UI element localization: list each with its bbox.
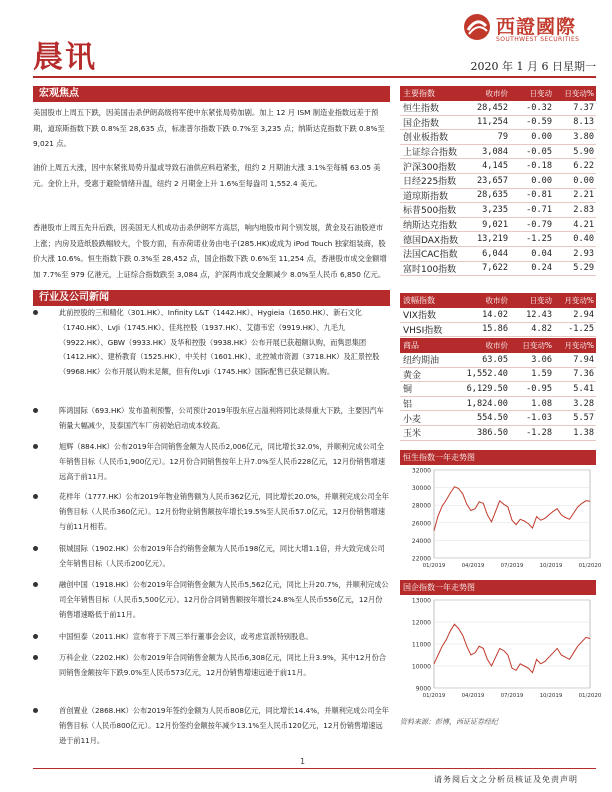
series-line <box>434 624 590 672</box>
bullet-icon <box>33 310 38 315</box>
x-tick-label: 04/2019 <box>461 563 485 569</box>
row-label: 玉米 <box>403 429 422 440</box>
cell-value: 0.04 <box>531 248 552 259</box>
cell-value: 5.41 <box>573 383 594 394</box>
cell-value: 0.40 <box>573 234 594 245</box>
row-label: 创业板指数 <box>403 133 449 144</box>
cell-value: 3.06 <box>531 354 552 365</box>
cell-value: 9,021 <box>482 219 508 230</box>
cell-value: 1,824.00 <box>466 398 508 409</box>
row-label: 德国DAX指数 <box>403 235 459 246</box>
column-header: 日变动% <box>522 341 552 350</box>
row-label: VHSI指数 <box>403 325 443 336</box>
report-title: 晨讯 <box>33 40 97 75</box>
cell-value: 0.24 <box>531 263 552 274</box>
news-section-heading: 行业及公司新闻 <box>33 290 390 306</box>
bullet-icon <box>33 634 38 639</box>
cell-value: 6,044 <box>482 248 508 259</box>
table-row <box>400 247 596 262</box>
cell-value: -1.28 <box>526 427 552 438</box>
cell-value: -1.25 <box>526 234 552 245</box>
cell-value: 7,622 <box>482 263 508 274</box>
x-tick-label: 01/2019 <box>422 693 446 699</box>
cell-value: 3.28 <box>573 398 594 409</box>
report-date: 2020 年 1 月 6 日星期一 <box>470 60 596 73</box>
table-header <box>400 86 596 101</box>
y-tick-label: 30000 <box>411 485 431 493</box>
table-header <box>400 293 596 308</box>
row-label: 上证综合指数 <box>403 148 458 159</box>
cell-value: -0.32 <box>526 102 552 113</box>
table-body <box>400 353 596 441</box>
column-header: 商品 <box>403 341 419 350</box>
column-header: 主要指数 <box>403 89 435 98</box>
cell-value: 3,084 <box>482 146 508 157</box>
commodities-table <box>400 338 596 441</box>
cell-value: 1.38 <box>573 427 594 438</box>
y-tick-label: 28000 <box>411 502 431 510</box>
cell-value: 2.83 <box>573 204 594 215</box>
cell-value: 5.90 <box>573 146 594 157</box>
column-header: 日变动 <box>529 296 552 305</box>
row-label: 纽约期油 <box>403 356 440 367</box>
cell-value: 7.37 <box>573 102 594 113</box>
x-tick-label: 10/2019 <box>539 563 563 569</box>
news-text: 此前控股的三和精化（301.HK）、Infinity L&T（1442.HK）、Hygieia（1650.HK）、新石文化（1740.HK）、LvJi（1745.HK）、佳兆控股（1937.HK）、艾德韦宏（9919.HK）、九毛九（9922.HK）、GBW（9933.HK）及华和控股（9938.HK）公布开展已获超额认购，而隽思集团（1412.HK）、建桥教育（1525.HK）、中关村（1601.HK）、北控城市资源（3718.HK）及汇景控股（9968.HK）公布开展认购未足额，但有传LvJi（1745.HK）国际配售已获足额认购。 <box>59 308 380 377</box>
cell-value: 554.50 <box>476 413 508 424</box>
table-row <box>400 101 596 116</box>
table-row <box>400 382 596 397</box>
cell-value: 7.36 <box>573 369 594 380</box>
plot-frame <box>434 470 590 558</box>
cell-value: 6,129.50 <box>466 383 508 394</box>
cell-value: -1.25 <box>568 324 594 335</box>
source-note: 资料来源：彭博，西证证券经纪 <box>400 718 498 726</box>
y-tick-label: 10000 <box>411 663 431 671</box>
cell-value: -1.03 <box>526 413 552 424</box>
table-row <box>400 145 596 160</box>
column-header: 收市价 <box>485 296 508 305</box>
row-label: 道琼斯指数 <box>403 191 449 202</box>
cell-value: -0.18 <box>526 161 552 172</box>
table-row <box>400 411 596 426</box>
cell-value: 28,635 <box>476 190 508 201</box>
cell-value: 0.00 <box>573 175 594 186</box>
x-tick-label: 10/2019 <box>539 693 563 699</box>
column-header: 日变动% <box>564 89 594 98</box>
cell-value: -0.59 <box>526 117 552 128</box>
macro-paragraph: 美国股市上周五下跌，因美国击杀伊朗高级将军使中东紧张局势加剧。加上 12 月 ISM 制造业指数远差于预期，道琼斯指数下跌 0.8%至 28,635 点，标准普尔指数下跌 0.7%至 3,235 点；纳斯达克指数下跌 0.8%至 9,021 点。 <box>33 108 385 148</box>
y-tick-label: 22000 <box>411 555 431 563</box>
table-row <box>400 116 596 131</box>
cell-value: 2.94 <box>573 309 594 320</box>
cell-value: 23,657 <box>476 175 508 186</box>
news-text: 中国恒泰（2011.HK）宣布将于下周三举行董事会会议，或考虑宣派特别股息。 <box>59 632 313 641</box>
column-header: 收市价 <box>485 89 508 98</box>
cell-value: 5.57 <box>573 413 594 424</box>
chart-title: 恒生指数一年走势图 <box>400 450 596 465</box>
indices-table <box>400 86 596 276</box>
row-label: VIX指数 <box>403 311 436 322</box>
row-label: 黄金 <box>403 370 422 381</box>
y-tick-label: 24000 <box>411 537 431 545</box>
table-row <box>400 130 596 145</box>
column-header: 波幅指数 <box>403 296 435 305</box>
cell-value: 28,452 <box>476 102 508 113</box>
page-number: 1 <box>300 757 306 766</box>
disclaimer-footer: 请务阅后文之分析员核证及免责声明 <box>434 775 578 784</box>
hscei-line-chart <box>400 596 602 704</box>
cell-value: -0.05 <box>526 146 552 157</box>
y-tick-label: 11000 <box>411 641 431 649</box>
table-header <box>400 338 596 353</box>
bullet-icon <box>33 708 38 713</box>
footer-divider <box>33 768 596 769</box>
cell-value: 386.50 <box>476 427 508 438</box>
news-text: 融创中国（1918.HK）公布2019年合同销售金额为人民币5,562亿元，同比上升20.7%，并顺利完成公司全年销售目标（人民币5,500亿元）。12月份合同销售额按年增长24.8%至人民币556亿元，12月份销售增速略低于前11月。 <box>59 580 389 619</box>
row-label: 标普500指数 <box>403 206 457 217</box>
macro-paragraph: 油价上周五大涨，因中东紧张局势升温或导致石油供应料趋紧张，纽约 2 月期油大涨 3.1%至每桶 63.05 美元。金价上升，受惠于避险情绪升温，纽约 2 月期金上升 1.6%至每盎司 1,552.4 美元。 <box>33 163 381 188</box>
news-text: 银城国际（1902.HK）公布2019年合约销售金额为人民币198亿元，同比大增1.1倍，并大致完成公司全年销售目标（人民币200亿元）。 <box>59 544 385 568</box>
cell-value: 3,235 <box>482 204 508 215</box>
news-text: 万科企业（2202.HK）公布2019年合同销售金额为人民币6,308亿元，同比上升3.9%，其中12月份合同销售金额按年下跌9.0%至人民币573亿元，12月份销售增速远逊于前11月。 <box>59 653 386 677</box>
row-label: 法国CAC指数 <box>403 250 458 261</box>
row-label: 富时100指数 <box>403 264 457 275</box>
x-tick-label: 07/2019 <box>500 563 524 569</box>
table-row <box>400 397 596 412</box>
column-header: 收市价 <box>485 341 508 350</box>
table-body <box>400 101 596 276</box>
cell-value: 8.13 <box>573 117 594 128</box>
bullet-icon <box>33 408 38 413</box>
bullet-icon <box>33 582 38 587</box>
cell-value: 4.82 <box>531 324 552 335</box>
cell-value: 14.02 <box>482 309 508 320</box>
news-text: 首创置业（2868.HK）公布2019年签约金额为人民币808亿元，同比增长14.4%，并顺利完成公司全年销售目标（人民币800亿元）。12月份签约金额按年减少13.1%至人民币120亿元，12月份销售增速远逊于前11月。 <box>59 706 389 745</box>
cell-value: 6.22 <box>573 161 594 172</box>
logo-text-cn: 西證國際 <box>496 16 577 38</box>
table-row <box>400 308 596 323</box>
cell-value: 3.80 <box>573 131 594 142</box>
bullet-icon <box>33 655 38 660</box>
cell-value: -0.71 <box>526 204 552 215</box>
x-tick-label: 04/2019 <box>461 693 485 699</box>
row-label: 小麦 <box>403 414 422 425</box>
cell-value: 2.21 <box>573 190 594 201</box>
column-header: 月变动% <box>564 296 594 305</box>
logo-icon <box>462 12 492 42</box>
y-tick-label: 32000 <box>411 467 431 475</box>
row-label: 恒生指数 <box>403 104 440 115</box>
cell-value: -0.95 <box>526 383 552 394</box>
table-row <box>400 159 596 174</box>
row-label: 铝 <box>403 400 413 411</box>
brand-logo <box>462 12 592 46</box>
column-header: 月变动% <box>564 341 594 350</box>
hsi-line-chart <box>400 466 602 574</box>
column-header: 日变动 <box>529 89 552 98</box>
cell-value: 1,552.40 <box>466 369 508 380</box>
series-line <box>434 487 590 531</box>
x-tick-label: 01/2019 <box>422 563 446 569</box>
table-row <box>400 262 596 277</box>
cell-value: 1.59 <box>531 369 552 380</box>
table-row <box>400 323 596 338</box>
cell-value: 11,254 <box>476 117 508 128</box>
table-row <box>400 174 596 189</box>
header-divider <box>33 76 596 78</box>
table-row <box>400 203 596 218</box>
cell-value: 1.08 <box>531 398 552 409</box>
cell-value: 79 <box>497 131 508 142</box>
table-body <box>400 308 596 337</box>
x-tick-label: 07/2019 <box>500 693 524 699</box>
macro-paragraph: 香港股市上周五先升后跌，因美国无人机成功击杀伊朗军方高层，响内地股市间个别发展，黄金及石油股逆市上涨；内房及造纸股跌幅较大，个股方面，有赤荷诺业务由电子(285.HK)或成为 iPod Touch 独家组装商，股价大涨 10.6%。恒生指数下跌 0.3%至 28,452 点，国企指数下跌 0.6%至 11,254 点，香港股市成交金额增加 7.7%至 979 亿港元，上证综合指数跌至 3,084 点，沪深两市成交金额减少 8.0%至人民币 6,850 亿元。 <box>33 223 387 279</box>
cell-value: 4.21 <box>573 219 594 230</box>
row-label: 纳斯达克指数 <box>403 221 458 232</box>
cell-value: 2.93 <box>573 248 594 259</box>
y-tick-label: 9000 <box>415 685 431 693</box>
cell-value: -0.79 <box>526 219 552 230</box>
x-tick-label: 01/2020 <box>578 563 602 569</box>
cell-value: 5.29 <box>573 263 594 274</box>
cell-value: 0.00 <box>531 131 552 142</box>
x-tick-label: 01/2020 <box>578 693 602 699</box>
macro-section-heading: 宏观焦点 <box>33 86 390 102</box>
news-text: 花样年（1777.HK）公布2019年物业销售额为人民币362亿元，同比增长20.0%，并顺利完成公司全年销售目标（人民币360亿元）。12月份物业销售额按年增长19.5%至人民币57.0亿元，12月份销售增速与前11月相若。 <box>59 492 389 531</box>
y-tick-label: 13000 <box>411 597 431 605</box>
volatility-table <box>400 293 596 337</box>
row-label: 铜 <box>403 385 413 396</box>
cell-value: 63.05 <box>482 354 508 365</box>
table-row <box>400 189 596 204</box>
bullet-icon <box>33 444 38 449</box>
table-row <box>400 368 596 383</box>
news-text: 阵鸿国际（693.HK）发布盈利预警，公司预计2019年股东应占溢利将同比录得重大下跌，主要因汽车销量大幅减少，及泰国汽车厂房初始启动成本较高。 <box>59 406 384 430</box>
table-row <box>400 426 596 441</box>
chart-title: 国企指数一年走势图 <box>400 580 596 595</box>
row-label: 沪深300指数 <box>403 162 457 173</box>
cell-value: -0.81 <box>526 190 552 201</box>
row-label: 日经225指数 <box>403 177 457 188</box>
y-tick-label: 26000 <box>411 520 431 528</box>
cell-value: 0.00 <box>531 175 552 186</box>
table-row <box>400 353 596 368</box>
cell-value: 4,145 <box>482 161 508 172</box>
y-tick-label: 12000 <box>411 619 431 627</box>
table-row <box>400 232 596 247</box>
cell-value: 15.86 <box>482 324 508 335</box>
cell-value: 13,219 <box>476 234 508 245</box>
cell-value: 12.43 <box>526 309 552 320</box>
bullet-icon <box>33 546 38 551</box>
bullet-icon <box>33 494 38 499</box>
cell-value: 7.94 <box>573 354 594 365</box>
table-row <box>400 218 596 233</box>
row-label: 国企指数 <box>403 118 440 129</box>
news-text: 旭辉（884.HK）公布2019年合同销售金额为人民币2,006亿元，同比增长32.0%，并顺利完成公司全年销售目标（人民币1,900亿元）。12月份合同销售按年上升7.0%至人民币228亿元，12月份销售增速远高于前11月。 <box>59 442 386 481</box>
logo-text-en: SOUTHWEST SECURITIES <box>496 36 580 43</box>
